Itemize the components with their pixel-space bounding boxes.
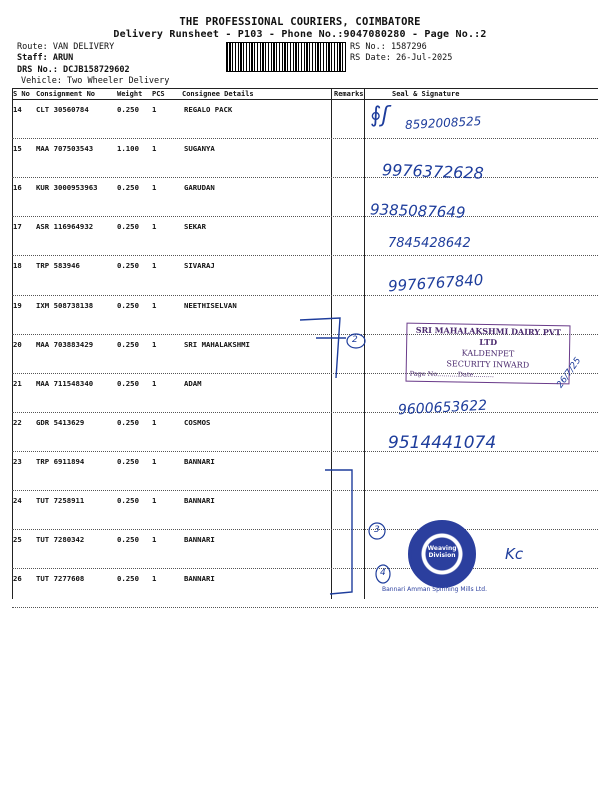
cell-pcs: 1 (152, 183, 157, 193)
cell-pcs: 1 (152, 144, 157, 154)
cell-pcs: 1 (152, 261, 157, 271)
cell-weight: 0.250 (117, 339, 139, 349)
mark-20: 2 (352, 335, 358, 345)
col-consignee: Consignee Details (182, 90, 254, 98)
phone-15: 9976372628 (381, 160, 485, 183)
phone-22: 9514441074 (388, 433, 497, 453)
phone-16: 9385087649 (369, 200, 466, 222)
cell-cons: MAA 711548340 (36, 378, 94, 388)
cell-name: SRI MAHALAKSHMI (184, 339, 250, 349)
cell-pcs: 1 (152, 535, 157, 545)
cell-cons: ASR 116964932 (36, 222, 94, 232)
col-weight: Weight (117, 90, 143, 98)
cell-name: BANNARI (184, 496, 215, 505)
staff-text: Staff: ARUN (17, 53, 74, 63)
cell-cons: TRP 6911894 (36, 456, 85, 466)
cell-weight: 0.250 (117, 378, 139, 388)
cell-sno: 20 (13, 339, 22, 349)
rs-date: RS Date: 26-Jul-2025 (350, 53, 453, 63)
cell-cons: KUR 3000953963 (36, 183, 98, 193)
cell-cons: TUT 7277608 (36, 574, 85, 584)
stamp-date: 26/7/25 (555, 355, 584, 391)
phone-14: 8592008525 (404, 114, 482, 132)
cell-weight: 0.250 (117, 300, 139, 310)
cell-name: BANNARI (184, 574, 215, 584)
cell-weight: 1.100 (117, 144, 139, 154)
cell-cons: GDR 5413629 (36, 417, 85, 427)
cell-sno: 22 (13, 417, 22, 427)
cell-weight: 0.250 (117, 222, 139, 232)
cell-cons: IXM 508738138 (36, 300, 94, 310)
cell-cons: TUT 7258911 (36, 496, 85, 505)
cell-pcs: 1 (152, 378, 157, 388)
cell-pcs: 1 (152, 300, 157, 310)
stamp-line-4: Page No..........Date.......... (409, 369, 495, 380)
cell-pcs: 1 (152, 574, 157, 584)
phone-17: 7845428642 (388, 236, 471, 251)
stamp-line-2: KALDENPET (461, 348, 515, 359)
document-title: THE PROFESSIONAL COURIERS, COIMBATORE (179, 16, 421, 28)
cell-weight: 0.250 (117, 105, 139, 114)
cell-name: SEKAR (184, 222, 206, 232)
cell-cons: MAA 707503543 (36, 144, 94, 154)
col-seal-signature: Seal & Signature (392, 90, 460, 98)
cell-weight: 0.250 (117, 261, 139, 271)
cell-sno: 26 (13, 574, 22, 584)
mark-25: 4 (380, 568, 386, 578)
bracket-mark (300, 318, 346, 378)
cell-weight: 0.250 (117, 496, 139, 505)
col-remarks: Remarks (334, 90, 364, 98)
cell-weight: 0.250 (117, 417, 139, 427)
cell-sno: 16 (13, 183, 22, 193)
cell-name: BANNARI (184, 456, 215, 466)
phone-21: 9600653622 (397, 397, 488, 419)
cell-pcs: 1 (152, 222, 157, 232)
cell-name: GARUDAN (184, 183, 215, 193)
cell-sno: 23 (13, 456, 22, 466)
cell-sno: 17 (13, 222, 22, 232)
drs-number: DRS No.: DCJB158729602 (17, 65, 130, 75)
cell-cons: CLT 30560784 (36, 105, 89, 114)
cell-sno: 21 (13, 378, 22, 388)
signature-14: ∮ʃ (370, 103, 389, 128)
stamp-line-1: SRI MAHALAKSHMI DAIRY PVT LTD (415, 324, 562, 348)
cell-name: SIVARAJ (184, 261, 215, 271)
cell-weight: 0.250 (117, 456, 139, 466)
cell-sno: 25 (13, 535, 22, 545)
brace-mark (325, 470, 352, 594)
cell-weight: 0.250 (117, 535, 139, 545)
cell-pcs: 1 (152, 105, 157, 114)
cell-name: NEETHISELVAN (184, 300, 237, 310)
col-pcs: PCS (152, 90, 165, 98)
cell-cons: TRP 583946 (36, 261, 80, 271)
route-text: Route: VAN DELIVERY (17, 42, 115, 52)
mark-24: 3 (374, 525, 380, 535)
seal-center-text: Weaving Division (427, 545, 457, 559)
cell-name: BANNARI (184, 535, 215, 545)
vehicle-text: Vehicle: Two Wheeler Delivery (21, 76, 170, 86)
cell-pcs: 1 (152, 496, 157, 505)
cell-sno: 15 (13, 144, 22, 154)
cell-weight: 0.250 (117, 574, 139, 584)
document-subtitle: Delivery Runsheet - P103 - Phone No.:9047080280 - Page No.:2 (113, 29, 487, 40)
cell-sno: 19 (13, 300, 22, 310)
seal-ring-text: Bannari Amman Spinning Mills Ltd. (382, 586, 487, 593)
cell-cons: TUT 7280342 (36, 535, 85, 545)
cell-name: ADAM (184, 378, 202, 388)
signature-25: Kc (505, 545, 524, 563)
cell-cons: MAA 703883429 (36, 339, 94, 349)
cell-sno: 14 (13, 105, 22, 114)
cell-pcs: 1 (152, 456, 157, 466)
cell-name: COSMOS (184, 417, 211, 427)
cell-weight: 0.250 (117, 183, 139, 193)
stamp-line-3: SECURITY INWARD (446, 359, 530, 370)
cell-name: REGALO PACK (184, 105, 233, 114)
rs-number: RS No.: 1587296 (350, 42, 427, 52)
col-consignment: Consignment No (36, 90, 96, 98)
cell-sno: 18 (13, 261, 22, 271)
col-sno: S No (13, 90, 30, 98)
cell-name: SUGANYA (184, 144, 215, 154)
cell-sno: 24 (13, 496, 22, 505)
cell-pcs: 1 (152, 339, 157, 349)
cell-pcs: 1 (152, 417, 157, 427)
phone-18: 9976767840 (387, 270, 484, 296)
